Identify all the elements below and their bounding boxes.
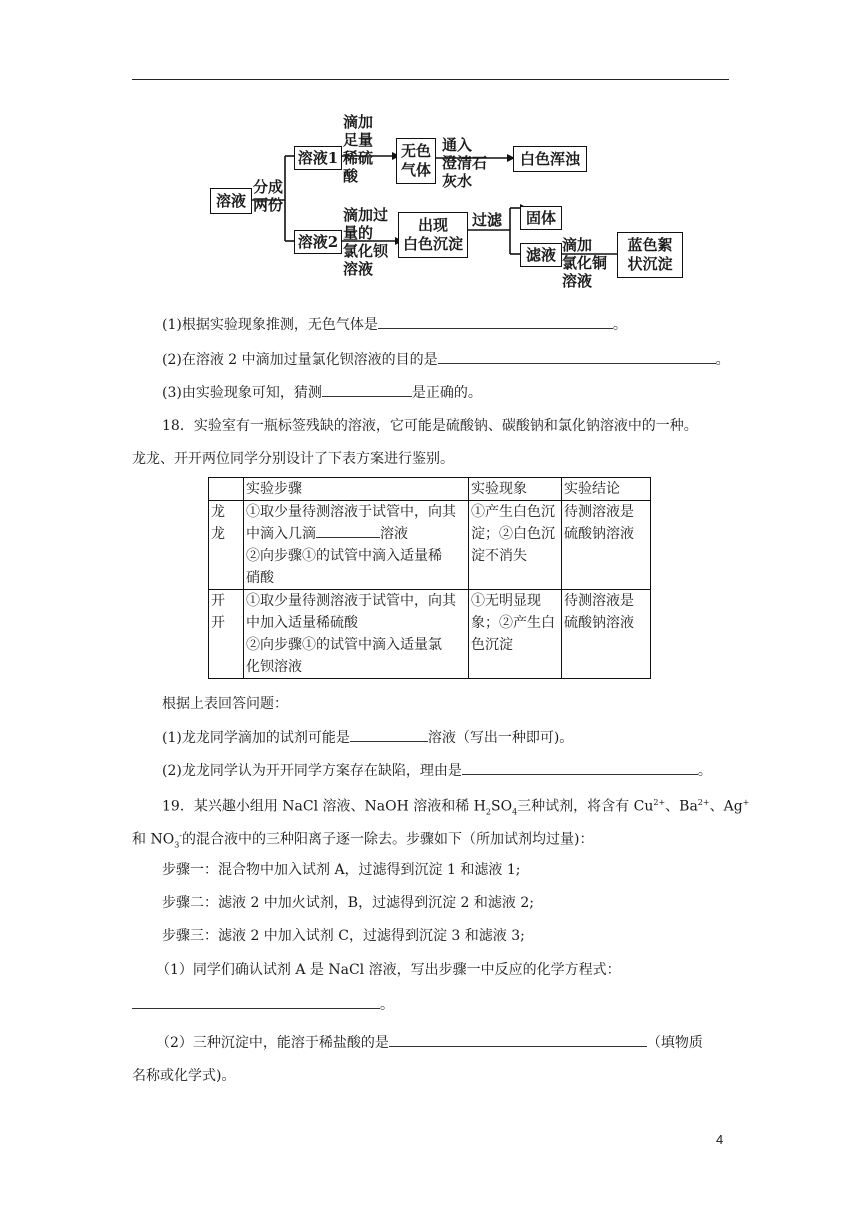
row1-conc-line2: 硫酸钠溶液 — [564, 526, 634, 542]
pass-in-line-2: 澄清石 — [442, 154, 488, 172]
row1-student — [209, 501, 244, 590]
row1-step-line3: ②向步骤①的试管中滴入适量稀 — [246, 548, 442, 564]
gas-box — [396, 138, 436, 184]
answer-blank — [438, 349, 716, 364]
header-steps: 实验步骤 — [244, 478, 469, 501]
q19-text-line2: 的混合液中的三种阳离子逐一除去。步骤如下（所加试剂均过量)： — [181, 831, 594, 848]
solution-label: 溶液 — [215, 191, 246, 210]
blue-ppt-line-1: 蓝色絮 — [627, 236, 673, 254]
filter-label: 过滤 — [472, 211, 503, 229]
add-bacl2-line-2: 量的 — [343, 224, 374, 242]
q19-part1: （1）同学们确认试剂 A 是 NaCl 溶液，写出步骤一中反应的化学方程式： — [156, 962, 621, 978]
answer-blank — [132, 994, 380, 1009]
q19-text-d: 、Ba — [665, 798, 698, 815]
page-number: 4 — [716, 1132, 724, 1147]
experiment-table — [208, 477, 651, 679]
table-corner-cell — [209, 478, 244, 501]
q19-part1-answer — [132, 994, 394, 1015]
q17-part2-end: 。 — [715, 352, 730, 368]
solution1-label: 溶液1 — [297, 148, 339, 167]
row1-conclusion — [562, 501, 651, 590]
row1-step-line2: 中滴入几滴 — [246, 526, 316, 542]
add-cucl2-line-3: 溶液 — [562, 272, 593, 290]
q19-sub-4: 4 — [512, 807, 518, 817]
split-line-2: 两份 — [253, 196, 284, 214]
q19-sub-2: 2 — [485, 807, 491, 817]
row2-steps — [244, 590, 469, 679]
q19-text-e: 、Ag — [709, 798, 743, 815]
q18-intro-line2: 龙龙、开开两位同学分别设计了下表方案进行鉴别。 — [132, 451, 454, 467]
add-acid-line-2: 足量 — [343, 131, 374, 149]
q17-part2-text: (2)在溶液 2 中滴加过量氯化钡溶液的目的是 — [162, 352, 438, 368]
q19-part2-end: （填物质 — [646, 1035, 703, 1051]
row2-student-line2: 开 — [211, 615, 225, 631]
q18-answer1 — [162, 727, 573, 748]
row1-phen-line1: ①产生白色沉 — [471, 504, 555, 520]
solution2-box — [294, 230, 342, 254]
q19-sup-ag: + — [742, 798, 750, 807]
add-cucl2-line-2: 氯化铜 — [562, 254, 608, 272]
filtrate-box — [520, 243, 562, 267]
q19-step2: 步骤二：滤液 2 中加火试剂，B，过滤得到沉淀 2 和滤液 2; — [162, 895, 534, 911]
header-rule — [132, 79, 729, 80]
row2-phenomenon — [469, 590, 562, 679]
q17-part1 — [162, 314, 627, 335]
solution-box — [210, 188, 252, 214]
q19-sup-minus: - — [179, 831, 182, 840]
precipitate-line-1: 出现 — [417, 216, 448, 234]
q19-sup-cu: 2+ — [653, 798, 666, 807]
q18-answer2 — [162, 760, 712, 781]
row2-phen-line3: 色沉淀 — [471, 637, 513, 653]
solution2-label: 溶液2 — [297, 232, 339, 251]
answer-blank — [350, 727, 428, 742]
turbid-box — [513, 146, 587, 172]
q17-part3-end: 是正确的。 — [411, 385, 482, 401]
row1-student-line2: 龙 — [211, 526, 225, 542]
q17-part2 — [162, 349, 730, 370]
table-header-row — [209, 478, 651, 501]
q18-intro-line1: 18．实验室有一瓶标签残缺的溶液，它可能是硫酸钠、碳酸钠和氯化钠溶液中的一种。 — [162, 418, 698, 434]
q18-answer-intro: 根据上表回答问题： — [162, 696, 288, 712]
add-acid-line-4: 酸 — [343, 167, 359, 185]
row1-step-line2-end: 溶液 — [380, 526, 408, 542]
precipitate-line-2: 白色沉淀 — [402, 235, 463, 253]
row1-phen-line2: 淀；②白色沉 — [471, 526, 555, 542]
row1-phenomenon — [469, 501, 562, 590]
header-conclusion: 实验结论 — [562, 478, 651, 501]
split-label — [253, 178, 283, 214]
row2-phen-line1: ①无明显现 — [471, 593, 541, 609]
solid-label: 固体 — [525, 208, 556, 227]
add-acid-line-3: 稀硫 — [343, 149, 374, 167]
answer-blank — [462, 760, 698, 775]
q19-text-no3: 和 NO — [132, 831, 175, 848]
q19-text-b: SO — [491, 798, 513, 815]
turbid-label: 白色浑浊 — [519, 149, 580, 168]
solid-box — [520, 206, 562, 230]
header-phenomenon: 实验现象 — [469, 478, 562, 501]
table-row — [209, 501, 651, 590]
q18-answer2-text: (2)龙龙同学认为开开同学方案存在缺陷，理由是 — [162, 763, 462, 779]
row2-conclusion — [562, 590, 651, 679]
add-acid-line-1: 滴加 — [343, 113, 374, 131]
gas-line-2: 气体 — [400, 161, 431, 179]
q19-sup-ba: 2+ — [697, 798, 710, 807]
row1-phen-line3: 淀不消失 — [471, 548, 527, 564]
q17-part1-end: 。 — [612, 317, 627, 333]
q19-part2-text: （2）三种沉淀中，能溶于稀盐酸的是 — [156, 1035, 389, 1051]
flow-diagram — [210, 108, 730, 300]
row2-student-line1: 开 — [211, 593, 225, 609]
add-cucl2-label — [562, 236, 607, 290]
row2-step-line4: 化钡溶液 — [246, 659, 302, 675]
filtrate-label: 滤液 — [525, 245, 556, 264]
q19-sub-3: 3 — [174, 840, 180, 850]
gas-line-1: 无色 — [400, 142, 431, 160]
q19-text-c: 三种试剂，将含有 Cu — [517, 798, 654, 815]
add-acid-label — [343, 113, 373, 185]
q17-part3-text: (3)由实验现象可知，猜测 — [162, 385, 322, 401]
q17-part3 — [162, 382, 482, 403]
q17-part1-text: (1)根据实验现象推测，无色气体是 — [162, 317, 378, 333]
q18-answer1-text: (1)龙龙同学滴加的试剂可能是 — [162, 730, 350, 746]
add-bacl2-line-4: 溶液 — [343, 260, 374, 278]
add-bacl2-label — [343, 206, 388, 278]
add-cucl2-line-1: 滴加 — [562, 236, 593, 254]
q19-text-a: 19．某兴趣小组用 NaCl 溶液、NaOH 溶液和稀 H — [162, 798, 486, 815]
q19-part1-end: 。 — [380, 997, 394, 1013]
row2-step-line1: ①取少量待测溶液于试管中，向其 — [246, 593, 456, 609]
row2-phen-line2: 象；②产生白 — [471, 615, 555, 631]
blue-ppt-line-2: 状沉淀 — [627, 255, 673, 273]
add-bacl2-line-3: 氯化钡 — [343, 242, 389, 260]
pass-in-line-3: 灰水 — [442, 172, 473, 190]
row1-student-line1: 龙 — [211, 504, 225, 520]
q19-intro-line2 — [132, 826, 593, 855]
row1-conc-line1: 待测溶液是 — [564, 504, 634, 520]
row2-step-line2: 中加入适量稀硫酸 — [246, 615, 358, 631]
answer-blank — [389, 1032, 647, 1047]
row2-conc-line1: 待测溶液是 — [564, 593, 634, 609]
answer-blank — [322, 382, 412, 397]
solution1-box — [294, 146, 342, 170]
q18-answer1-end: 溶液（写出一种即可)。 — [427, 730, 574, 746]
blue-precipitate-box — [617, 232, 683, 278]
pass-in-line-1: 通入 — [442, 136, 473, 154]
q19-part2 — [156, 1032, 703, 1053]
row1-steps — [244, 501, 469, 590]
row2-conc-line2: 硫酸钠溶液 — [564, 615, 634, 631]
pass-in-label — [442, 136, 487, 190]
row1-step-line1: ①取少量待测溶液于试管中，向其 — [246, 504, 456, 520]
answer-blank — [316, 523, 380, 538]
row2-step-line3: ②向步骤①的试管中滴入适量氯 — [246, 637, 442, 653]
row2-student — [209, 590, 244, 679]
q19-step1: 步骤一：混合物中加入试剂 A，过滤得到沉淀 1 和滤液 1; — [162, 862, 521, 878]
row1-step-line4: 硝酸 — [246, 570, 274, 586]
answer-blank — [378, 314, 613, 329]
split-line-1: 分成 — [253, 178, 284, 196]
q19-step3: 步骤三：滤液 2 中加入试剂 C，过滤得到沉淀 3 和滤液 3; — [162, 928, 525, 944]
q19-part2-line2: 名称或化学式)。 — [132, 1068, 236, 1084]
q18-answer2-end: 。 — [697, 763, 712, 779]
add-bacl2-line-1: 滴加过 — [343, 206, 389, 224]
q19-intro-line1 — [162, 793, 749, 822]
precipitate-box — [398, 212, 468, 258]
table-row — [209, 590, 651, 679]
